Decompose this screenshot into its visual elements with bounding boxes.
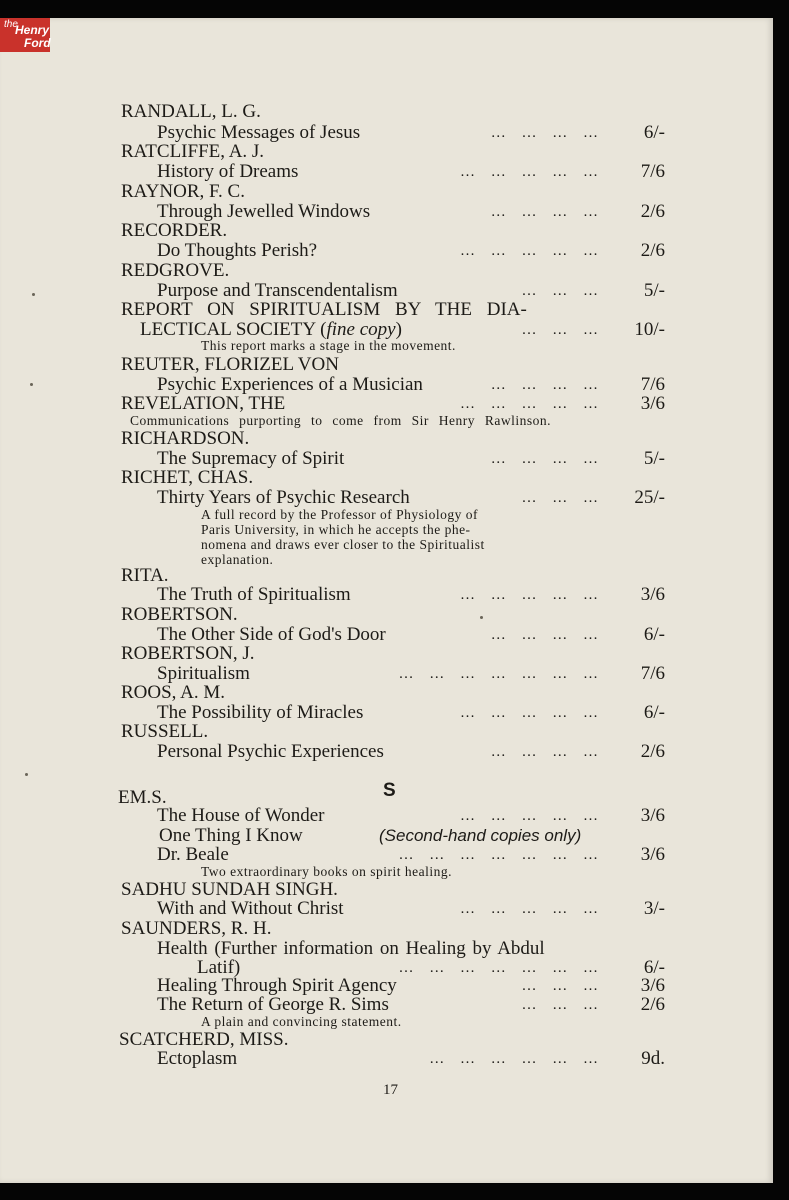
logo-line-the: the xyxy=(4,19,18,30)
price: 7/6 xyxy=(640,161,665,182)
title-dr-beale: Dr. Beale xyxy=(157,844,229,865)
price: 6/- xyxy=(643,624,665,645)
leader-dots: … … … xyxy=(521,322,604,338)
logo-line-henry: Henry xyxy=(15,23,50,37)
leader-dots: … … … … xyxy=(490,627,604,643)
author-saunders: SAUNDERS, R. H. xyxy=(121,918,272,939)
logo-line-ford: Ford xyxy=(24,36,51,50)
price: 2/6 xyxy=(640,240,665,261)
title-return-of-george-sims: The Return of George R. Sims xyxy=(157,994,389,1015)
title-house-of-wonder: The House of Wonder xyxy=(157,805,325,826)
title-ectoplasm: Ectoplasm xyxy=(157,1048,238,1069)
author-robertson-j: ROBERTSON, J. xyxy=(121,643,255,664)
author-redgrove: REDGROVE. xyxy=(121,260,230,281)
price: 6/- xyxy=(643,957,665,978)
note-richet-3: nomena and draws ever closer to the Spiritualist xyxy=(201,537,485,552)
author-rita: RITA. xyxy=(121,565,169,586)
leader-dots: … … … … xyxy=(490,204,604,220)
note-saunders: A plain and convincing statement. xyxy=(201,1014,402,1029)
price: 7/6 xyxy=(640,663,665,684)
author-ems: EM.S. xyxy=(118,787,167,808)
title-health: Health (Further information on Healing by Abdul xyxy=(157,938,545,959)
price: 3/6 xyxy=(640,975,665,996)
leader-dots: … … … … … … … xyxy=(398,847,604,863)
title-gods-door: The Other Side of God's Door xyxy=(157,624,386,645)
note-second-hand: (Second-hand copies only) xyxy=(379,826,582,845)
title-psychic-messages: Psychic Messages of Jesus xyxy=(157,122,361,143)
leader-dots: … … … … … … … xyxy=(398,666,604,682)
author-revelation: REVELATION, THE xyxy=(121,393,286,414)
leader-dots: … … … … … xyxy=(460,705,604,721)
price: 7/6 xyxy=(640,374,665,395)
author-sadhu: SADHU SUNDAH SINGH. xyxy=(121,879,338,900)
paper-speck xyxy=(480,616,483,619)
leader-dots: … … … xyxy=(521,490,604,506)
note-report: This report marks a stage in the movement. xyxy=(201,338,456,353)
price: 5/- xyxy=(643,280,665,301)
leader-dots: … … … … xyxy=(490,451,604,467)
leader-dots: … … … xyxy=(521,283,604,299)
title-experiences-of-a-musician: Psychic Experiences of a Musician xyxy=(157,374,423,395)
leader-dots: … … … … … xyxy=(460,164,604,180)
leader-dots: … … … … … xyxy=(460,808,604,824)
leader-dots: … … … … … xyxy=(460,901,604,917)
leader-dots: … … … … … … … xyxy=(398,960,604,976)
title-jewelled-windows: Through Jewelled Windows xyxy=(157,201,371,222)
leader-dots: … … … xyxy=(521,978,604,994)
title-with-and-without-christ: With and Without Christ xyxy=(157,898,344,919)
leader-dots: … … … … xyxy=(490,377,604,393)
henry-ford-logo[interactable] xyxy=(0,18,50,52)
leader-dots: … … … … … xyxy=(460,587,604,603)
note-richet-4: explanation. xyxy=(201,552,274,567)
title-personal-experiences: Personal Psychic Experiences xyxy=(157,741,384,762)
leader-dots: … … … … … … xyxy=(429,1051,604,1067)
price: 25/- xyxy=(634,487,665,508)
author-randall: RANDALL, L. G. xyxy=(121,101,261,122)
author-richet: RICHET, CHAS. xyxy=(121,467,254,488)
title-dialectical-society: LECTICAL SOCIETY (fine copy) xyxy=(140,319,402,340)
note-ems: Two extraordinary books on spirit healing. xyxy=(201,864,453,879)
title-supremacy-of-spirit: The Supremacy of Spirit xyxy=(157,448,345,469)
paper-speck xyxy=(32,293,35,296)
title-health-cont: Latif) xyxy=(197,957,241,978)
price: 9d. xyxy=(641,1048,665,1069)
price: 6/- xyxy=(643,122,665,143)
author-report: REPORT ON SPIRITUALISM BY THE DIA- xyxy=(121,299,527,320)
leader-dots: … … … … xyxy=(490,744,604,760)
price: 5/- xyxy=(643,448,665,469)
page-number: 17 xyxy=(383,1082,398,1098)
note-revelation: Communications purporting to come from Sir Henry Rawlinson. xyxy=(130,413,551,428)
title-truth-of-spiritualism: The Truth of Spiritualism xyxy=(157,584,351,605)
author-scatcherd: SCATCHERD, MISS. xyxy=(119,1029,289,1050)
author-roos: ROOS, A. M. xyxy=(121,682,225,703)
author-russell: RUSSELL. xyxy=(121,721,209,742)
price: 6/- xyxy=(643,702,665,723)
title-one-thing-i-know: One Thing I Know xyxy=(159,825,303,846)
author-ratcliffe: RATCLIFFE, A. J. xyxy=(121,141,265,162)
title-thirty-years: Thirty Years of Psychic Research xyxy=(157,487,410,508)
title-spiritualism: Spiritualism xyxy=(157,663,250,684)
author-richardson: RICHARDSON. xyxy=(121,428,250,449)
author-robertson: ROBERTSON. xyxy=(121,604,238,625)
note-richet-1: A full record by the Professor of Physiology of xyxy=(201,507,478,522)
price: 10/- xyxy=(634,319,665,340)
title-do-thoughts-perish: Do Thoughts Perish? xyxy=(157,240,318,261)
price: 2/6 xyxy=(640,741,665,762)
leader-dots: … … … xyxy=(521,997,604,1013)
price: 3/6 xyxy=(640,805,665,826)
author-recorder: RECORDER. xyxy=(121,220,228,241)
price: 3/6 xyxy=(640,844,665,865)
note-richet-2: Paris University, in which he accepts the phe- xyxy=(201,522,471,537)
price: 3/6 xyxy=(640,584,665,605)
author-raynor: RAYNOR, F. C. xyxy=(121,181,245,202)
leader-dots: … … … … xyxy=(490,125,604,141)
title-transcendentalism: Purpose and Transcendentalism xyxy=(157,280,398,301)
leader-dots: … … … … … xyxy=(460,396,604,412)
title-history-of-dreams: History of Dreams xyxy=(157,161,299,182)
section-heading-s: S xyxy=(383,780,396,801)
price: 2/6 xyxy=(640,994,665,1015)
title-possibility-of-miracles: The Possibility of Miracles xyxy=(157,702,364,723)
leader-dots: … … … … … xyxy=(460,243,604,259)
paper-speck xyxy=(30,383,33,386)
author-reuter: REUTER, FLORIZEL VON xyxy=(121,354,339,375)
price: 3/6 xyxy=(640,393,665,414)
paper-speck xyxy=(25,773,28,776)
title-healing-spirit-agency: Healing Through Spirit Agency xyxy=(157,975,397,996)
price: 3/- xyxy=(643,898,665,919)
price: 2/6 xyxy=(640,201,665,222)
